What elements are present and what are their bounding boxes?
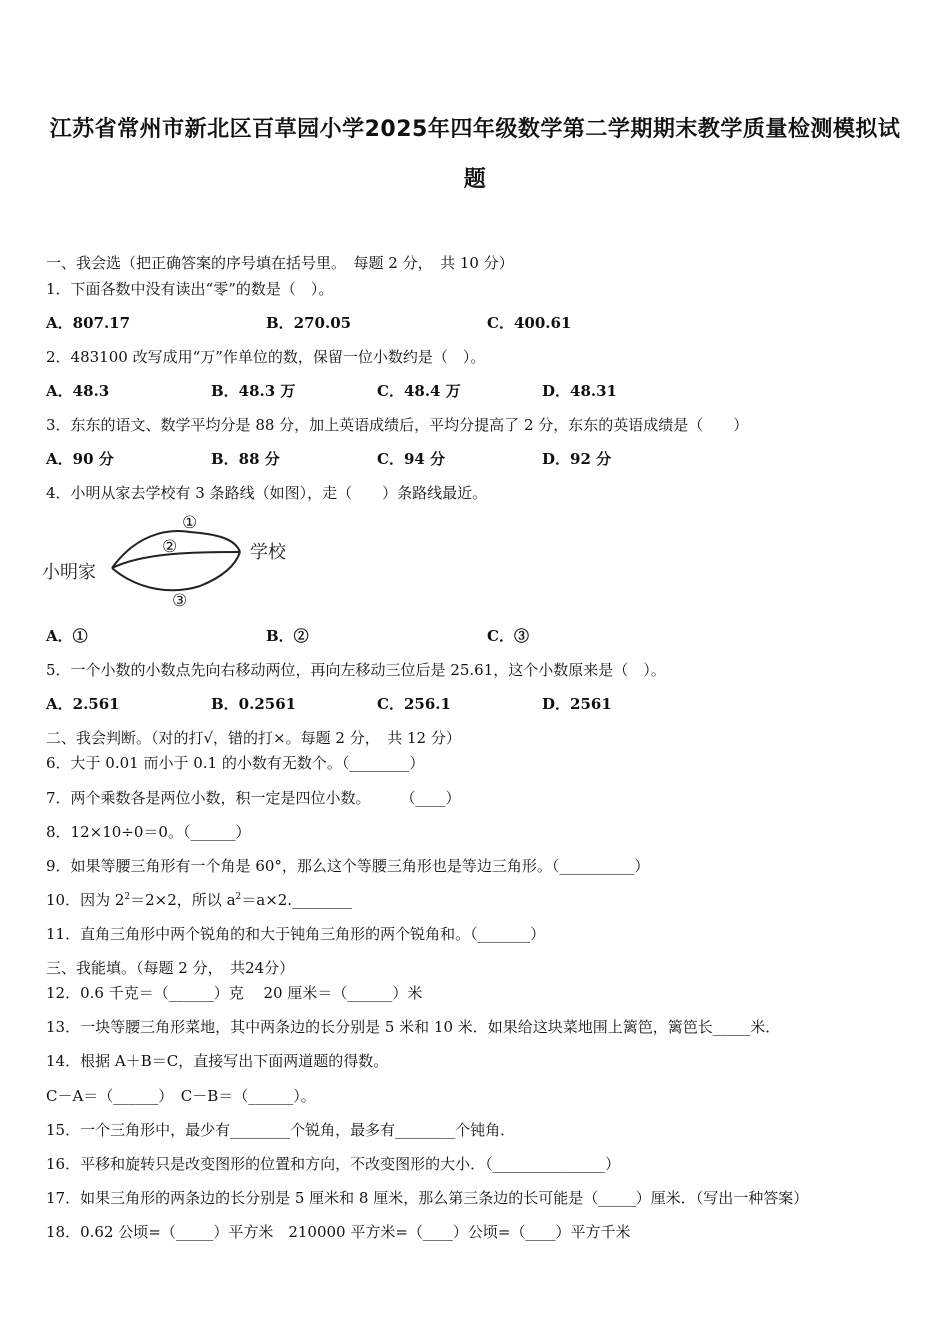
question-1: 1．下面各数中没有读出“零”的数是（ ）。 bbox=[46, 280, 334, 298]
question-4: 4．小明从家去学校有 3 条路线（如图），走（ ）条路线最近。 bbox=[46, 484, 488, 502]
question-18: 18．0.62 公顷=（_____）平方米 210000 平方米=（____）公顷=（____）平方千米 bbox=[46, 1223, 631, 1241]
question-11: 11．直角三角形中两个锐角的和大于钝角三角形的两个锐角和。（_______） bbox=[46, 925, 546, 943]
question-2: 2．483100 改写成用“万”作单位的数，保留一位小数约是（ ）。 bbox=[46, 348, 486, 366]
question-12: 12．0.6 千克＝（______）克 20 厘米＝（______）米 bbox=[46, 984, 423, 1002]
question-6: 6．大于 0.01 而小于 0.1 的小数有无数个。（________） bbox=[46, 754, 425, 772]
q10-exponent-2: 2 bbox=[235, 892, 242, 902]
question-14: 14．根据 A＋B＝C，直接写出下面两道题的得数。 bbox=[46, 1052, 389, 1070]
q3-option-d: D．92 分 bbox=[542, 450, 612, 468]
q10-suffix: ＝a×2.________ bbox=[241, 891, 353, 909]
q1-option-c: C．400.61 bbox=[487, 314, 572, 332]
route-3-line bbox=[112, 552, 240, 590]
q4-option-a: A．① bbox=[46, 627, 88, 645]
question-15: 15．一个三角形中，最少有________个锐角，最多有________个钝角． bbox=[46, 1121, 516, 1139]
q5-option-b: B．0.2561 bbox=[211, 695, 297, 713]
q10-middle: ＝2×2，所以 a bbox=[130, 891, 236, 909]
question-3: 3．东东的语文、数学平均分是 88 分，加上英语成绩后，平均分提高了 2 分，东东的英语成绩是（ ） bbox=[46, 416, 749, 434]
home-label: 小明家 bbox=[42, 562, 96, 583]
q3-option-a: A．90 分 bbox=[46, 450, 114, 468]
question-10 bbox=[46, 889, 352, 910]
question-16: 16．平移和旋转只是改变图形的位置和方向，不改变图形的大小．（_______________） bbox=[46, 1155, 621, 1173]
q5-option-a: A．2.561 bbox=[46, 695, 120, 713]
route-3-marker: ③ bbox=[172, 591, 188, 611]
q4-option-c: C．③ bbox=[487, 627, 529, 645]
q10-prefix: 10．因为 2 bbox=[46, 891, 125, 909]
question-13: 13．一块等腰三角形菜地，其中两条边的长分别是 5 米和 10 米．如果给这块菜地围上篱笆，篱笆长_____米． bbox=[46, 1018, 781, 1036]
q2-option-c: C．48.4 万 bbox=[377, 382, 461, 400]
question-14-answer: C－A＝（______） C－B＝（______）。 bbox=[46, 1087, 316, 1105]
q3-option-b: B．88 分 bbox=[211, 450, 280, 468]
section-2-heading: 二、我会判断。（对的打√，错的打×。每题 2 分， 共 12 分） bbox=[46, 729, 461, 747]
q2-option-b: B．48.3 万 bbox=[211, 382, 296, 400]
exam-title-continued: 题 bbox=[463, 167, 487, 192]
q2-option-a: A．48.3 bbox=[46, 382, 110, 400]
question-17: 17．如果三角形的两条边的长分别是 5 厘米和 8 厘米，那么第三条边的长可能是（_____）厘米．（写出一种答案） bbox=[46, 1189, 809, 1207]
q3-option-c: C．94 分 bbox=[377, 450, 446, 468]
school-label: 学校 bbox=[250, 542, 286, 563]
question-7: 7．两个乘数各是两位小数，积一定是四位小数。 （____） bbox=[46, 789, 461, 807]
section-1-heading: 一、我会选（把正确答案的序号填在括号里。 每题 2 分， 共 10 分） bbox=[46, 254, 514, 272]
q5-option-d: D．2561 bbox=[542, 695, 612, 713]
q1-option-a: A．807.17 bbox=[46, 314, 131, 332]
route-1-marker: ① bbox=[182, 513, 198, 533]
q2-option-d: D．48.31 bbox=[542, 382, 617, 400]
exam-title: 江苏省常州市新北区百草园小学2025年四年级数学第二学期期末教学质量检测模拟试 bbox=[49, 117, 901, 142]
q10-exponent-1: 2 bbox=[124, 892, 131, 902]
route-diagram bbox=[40, 508, 310, 614]
question-5: 5．一个小数的小数点先向右移动两位，再向左移动三位后是 25.61，这个小数原来是（ ）。 bbox=[46, 661, 666, 679]
q5-option-c: C．256.1 bbox=[377, 695, 451, 713]
q1-option-b: B．270.05 bbox=[266, 314, 352, 332]
question-8: 8．12×10÷0＝0。（______） bbox=[46, 823, 251, 841]
section-3-heading: 三、我能填。（每题 2 分， 共24分） bbox=[46, 959, 295, 977]
question-9: 9．如果等腰三角形有一个角是 60°，那么这个等腰三角形也是等边三角形。（__________） bbox=[46, 857, 650, 875]
q4-option-b: B．② bbox=[266, 627, 309, 645]
route-2-marker: ② bbox=[162, 537, 178, 557]
